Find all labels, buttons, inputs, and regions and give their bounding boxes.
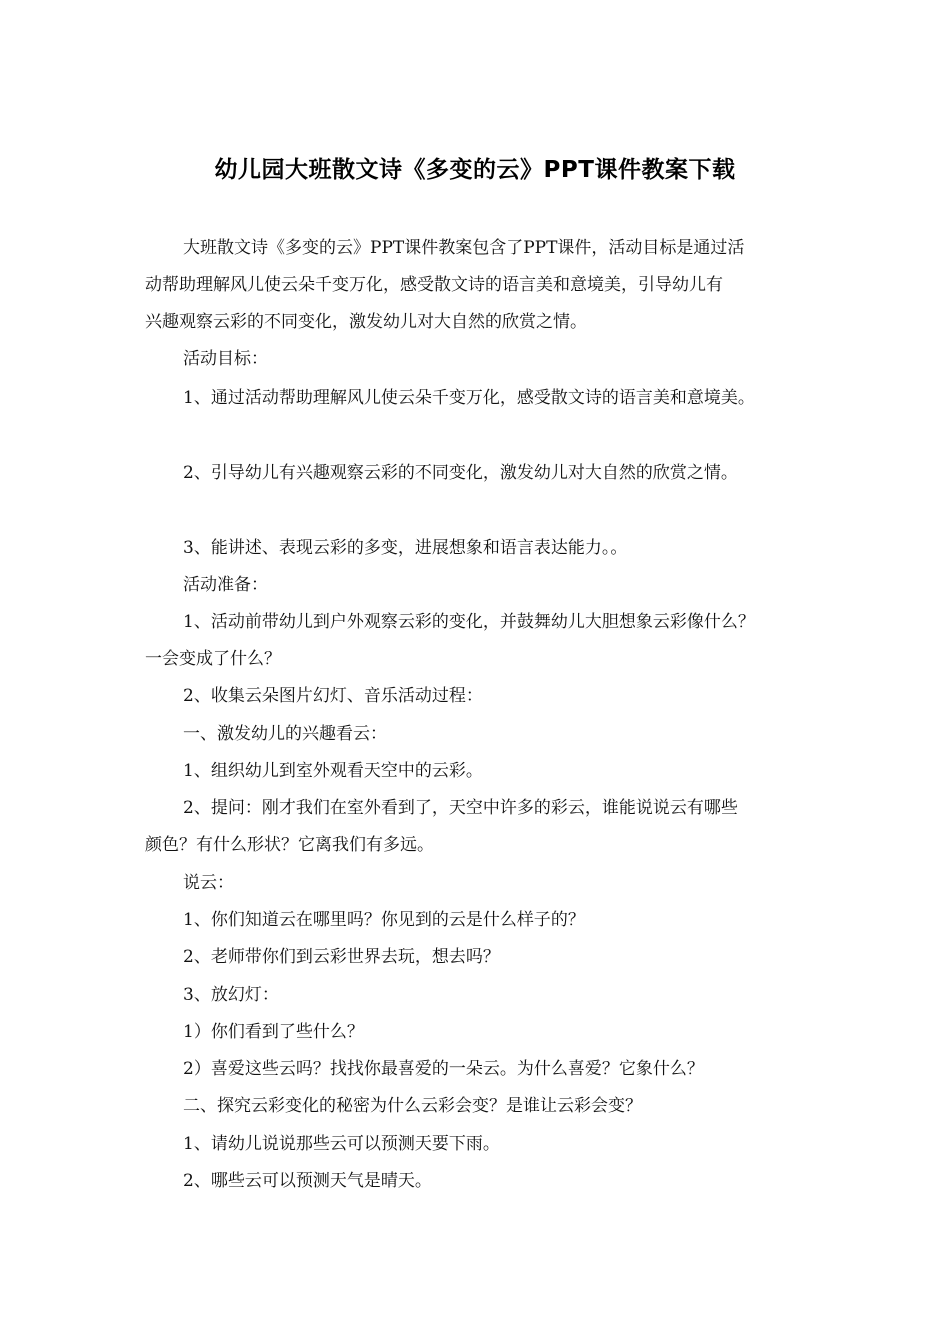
section-heading: 一、激发幼儿的兴趣看云： bbox=[183, 724, 387, 744]
paragraph-line: 颜色？有什么形状？它离我们有多远。 bbox=[145, 835, 434, 855]
list-item: 2、收集云朵图片幻灯、音乐活动过程： bbox=[183, 686, 483, 706]
section-heading: 二、探究云彩变化的秘密为什么云彩会变？是谁让云彩会变？ bbox=[183, 1096, 642, 1116]
list-item: 2、老师带你们到云彩世界去玩，想去吗？ bbox=[183, 947, 500, 967]
list-item: 2、引导幼儿有兴趣观察云彩的不同变化，激发幼儿对大自然的欣赏之情。 bbox=[183, 463, 738, 483]
list-item: 1、活动前带幼儿到户外观察云彩的变化，并鼓舞幼儿大胆想象云彩像什么？ bbox=[183, 612, 755, 632]
list-item: 2、提问：刚才我们在室外看到了，天空中许多的彩云，谁能说说云有哪些 bbox=[183, 798, 738, 818]
list-item: 1、组织幼儿到室外观看天空中的云彩。 bbox=[183, 761, 483, 781]
list-item: 2、哪些云可以预测天气是晴天。 bbox=[183, 1171, 432, 1191]
list-item: 1）你们看到了些什么？ bbox=[183, 1022, 364, 1042]
paragraph-line: 大班散文诗《多变的云》PPT课件教案包含了PPT课件，活动目标是通过活 bbox=[183, 238, 745, 258]
paragraph-line: 一会变成了什么？ bbox=[145, 649, 281, 669]
section-heading: 说云： bbox=[183, 873, 234, 893]
section-heading: 活动目标： bbox=[183, 349, 268, 369]
paragraph-line: 兴趣观察云彩的不同变化，激发幼儿对大自然的欣赏之情。 bbox=[145, 312, 587, 332]
paragraph-line: 动帮助理解风儿使云朵千变万化，感受散文诗的语言美和意境美，引导幼儿有 bbox=[145, 275, 723, 295]
list-item: 3、能讲述、表现云彩的多变，进展想象和语言表达能力。。 bbox=[183, 538, 628, 558]
section-heading: 活动准备： bbox=[183, 575, 268, 595]
list-item: 2）喜爱这些云吗？找找你最喜爱的一朵云。为什么喜爱？它象什么？ bbox=[183, 1059, 704, 1079]
list-item: 1、你们知道云在哪里吗？你见到的云是什么样子的？ bbox=[183, 910, 585, 930]
list-item: 1、通过活动帮助理解风儿使云朵千变万化，感受散文诗的语言美和意境美。 bbox=[183, 388, 755, 408]
list-item: 1、请幼儿说说那些云可以预测天要下雨。 bbox=[183, 1134, 500, 1154]
list-item: 3、放幻灯： bbox=[183, 985, 279, 1005]
document-title: 幼儿园大班散文诗《多变的云》PPT课件教案下载 bbox=[214, 157, 736, 183]
